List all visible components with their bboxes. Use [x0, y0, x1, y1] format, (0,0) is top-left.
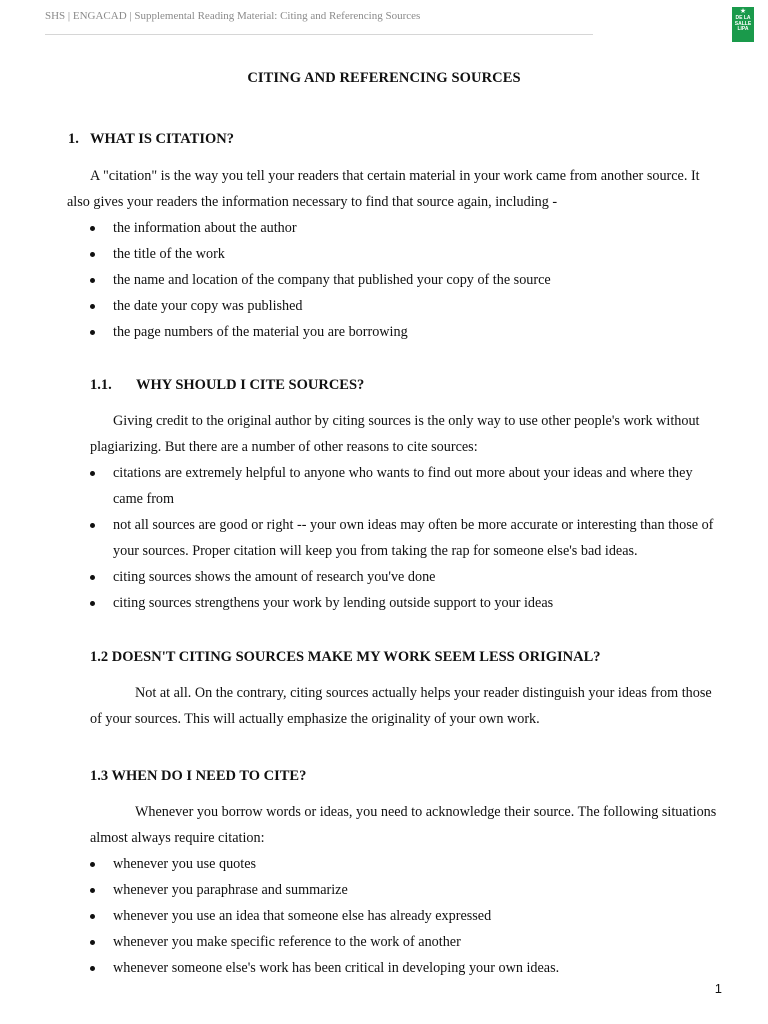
page-number: 1: [714, 981, 722, 996]
logo-line-3: LIPA: [737, 26, 749, 32]
logo-line-2: SALLE: [734, 20, 752, 27]
section-1-1-title: WHY SHOULD I CITE SOURCES?: [136, 377, 365, 393]
list-item: whenever you use an idea that someone else has already expressed: [90, 903, 715, 929]
school-logo: [732, 7, 754, 42]
section-1-bullet-list: [90, 215, 715, 345]
section-1-3-bullet-list: [90, 851, 715, 981]
logo-line-1: DE LA: [735, 15, 751, 21]
section-1-heading: [68, 131, 234, 148]
list-item: whenever you paraphrase and summarize: [90, 877, 715, 903]
section-1-1-paragraph: Giving credit to the original author by citing sources is the only way to use other people's work without plagiarizing. But there are a number of other reasons to cite sources:: [90, 413, 700, 455]
section-1-2-paragraph: Not at all. On the contrary, citing sources actually helps your reader distinguish your ideas from those of your sources. This will actually emphasize the originality of your own work.: [90, 685, 712, 727]
list-item: whenever you make specific reference to the work of another: [90, 929, 715, 955]
section-1-3-heading: 1.3 WHEN DO I NEED TO CITE?: [90, 768, 307, 784]
section-1-number: 1.: [68, 131, 79, 147]
list-item: citations are extremely helpful to anyone who wants to find out more about your ideas and where they came from: [90, 460, 715, 512]
list-item: the page numbers of the material you are borrowing: [90, 319, 715, 345]
list-item: citing sources strengthens your work by lending outside support to your ideas: [90, 590, 715, 616]
list-item: whenever you use quotes: [90, 851, 715, 877]
section-1-1-heading: [90, 377, 364, 394]
list-item: the information about the author: [90, 215, 715, 241]
list-item: not all sources are good or right -- your own ideas may often be more accurate or interesting than those of your sources. Proper citation will keep you from taking the rap for someone else's bad ideas.: [90, 512, 715, 564]
section-1-1-number: 1.1.: [90, 377, 112, 393]
section-1-3-paragraph: Whenever you borrow words or ideas, you need to acknowledge their source. The following situations almost always require citation:: [90, 804, 717, 846]
section-1-paragraph: A "citation" is the way you tell your readers that certain material in your work came from another source. It also gives your readers the information necessary to find that source again, including -: [67, 168, 700, 210]
list-item: whenever someone else's work has been critical in developing your own ideas.: [90, 955, 715, 981]
list-item: citing sources shows the amount of research you've done: [90, 564, 715, 590]
star-icon: ★: [739, 8, 747, 15]
running-header: SHS | ENGACAD | Supplemental Reading Material: Citing and Referencing Sources: [45, 10, 421, 22]
section-1-title: WHAT IS CITATION?: [90, 131, 234, 147]
header-divider: [45, 34, 593, 35]
section-1-2-heading: 1.2 DOESN'T CITING SOURCES MAKE MY WORK SEEM LESS ORIGINAL?: [90, 649, 601, 665]
list-item: the name and location of the company that published your copy of the source: [90, 267, 715, 293]
list-item: the title of the work: [90, 241, 715, 267]
page-title: CITING AND REFERENCING SOURCES: [247, 70, 521, 86]
section-1-1-bullet-list: [90, 460, 715, 616]
list-item: the date your copy was published: [90, 293, 715, 319]
